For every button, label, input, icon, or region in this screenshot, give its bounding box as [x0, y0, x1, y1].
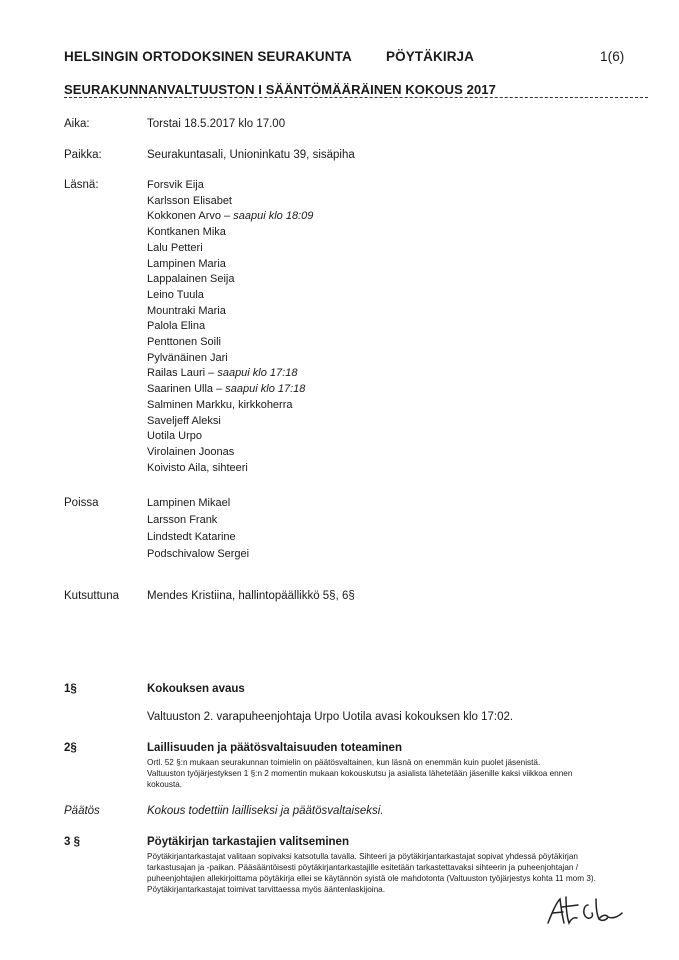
- present-person: Koivisto Aila, sihteeri: [147, 461, 248, 474]
- present-person: Lampinen Maria: [147, 257, 226, 270]
- present-person: Salminen Markku, kirkkoherra: [147, 398, 293, 411]
- text-line: Ortl. 52 §:n mukaan seurakunnan toimielin on päätösvaltainen, kun läsnä on enemmän kuin puolet jäsenistä.: [147, 758, 541, 767]
- time-label: Aika:: [64, 118, 90, 130]
- title-rule: [64, 97, 648, 98]
- text-line: Pöytäkirjantarkastajat toimivat tarvittaessa myös ääntenlaskijoina.: [147, 885, 386, 894]
- present-person: Lalu Petteri: [147, 241, 203, 254]
- decision-text: Kokous todettiin lailliseksi ja päätösvaltaiseksi.: [147, 805, 384, 817]
- signature-initials: [544, 893, 624, 929]
- text-line: tarkastusajan ja -paikan. Pääsääntöisesti pöytäkirjantarkastajille esitetään tarkastettavaksi sihteerin ja puheenjohtajan /: [147, 863, 579, 872]
- absent-list: [147, 495, 249, 563]
- present-person: Pylvänäinen Jari: [147, 351, 228, 364]
- present-person: Virolainen Joonas: [147, 445, 235, 458]
- text-line: puheenjohtajien allekirjoittama pöytäkirja ellei se käytännön syistä ole mahdotonta (Valtuuston työjärjestys kohta 11 mom 3).: [147, 874, 596, 883]
- invited-value: Mendes Kristiina, hallintopäällikkö 5§, 6§: [147, 590, 355, 602]
- present-person: Karlsson Elisabet: [147, 194, 232, 207]
- present-person: Penttonen Soili: [147, 336, 221, 349]
- present-person: Saveljeff Aleksi: [147, 414, 221, 427]
- text-line: Valtuuston työjärjestyksen 1 §:n 2 momentin mukaan kokouskutsu ja asialista lähetetään jäsenille kaksi viikkoa ennen: [147, 769, 573, 778]
- absent-label: Poissa: [64, 497, 99, 509]
- text-line: Pöytäkirjantarkastajat valitaan sopivaksi katsotulla tavalla. Sihteeri ja pöytäkirjantarkastajat sopivat yhdessä pöytäkirjan: [147, 852, 578, 861]
- present-person: Uotila Urpo: [147, 430, 203, 443]
- present-label: Läsnä:: [64, 179, 99, 191]
- place-value: Seurakuntasali, Unioninkatu 39, sisäpiha: [147, 149, 355, 161]
- present-person: Railas Lauri – saapui klo 17:18: [147, 367, 298, 380]
- meeting-title: SEURAKUNNANVALTUUSTON I SÄÄNTÖMÄÄRÄINEN KOKOUS 2017: [64, 82, 496, 97]
- section-1-title: Kokouksen avaus: [147, 683, 245, 695]
- section-3-number: 3 §: [64, 836, 80, 848]
- decision-label: Päätös: [64, 805, 100, 817]
- present-person: Saarinen Ulla – saapui klo 17:18: [147, 383, 306, 396]
- absent-person: Lindstedt Katarine: [147, 531, 236, 543]
- present-person: Mountraki Maria: [147, 304, 226, 317]
- present-person: Lappalainen Seija: [147, 273, 235, 286]
- present-person: Kokkonen Arvo – saapui klo 18:09: [147, 210, 314, 223]
- section-3-title: Pöytäkirjan tarkastajien valitseminen: [147, 836, 349, 848]
- section-1-text: Valtuuston 2. varapuheenjohtaja Urpo Uotila avasi kokouksen klo 17:02.: [147, 711, 514, 723]
- absent-person: Larsson Frank: [147, 514, 218, 526]
- invited-label: Kutsuttuna: [64, 590, 119, 602]
- absent-person: Podschivalow Sergei: [147, 548, 250, 560]
- present-list: [147, 178, 313, 476]
- present-person: Palola Elina: [147, 320, 206, 333]
- text-line: kokousta.: [147, 780, 183, 789]
- section-2-title: Laillisuuden ja päätösvaltaisuuden toteaminen: [147, 742, 402, 754]
- document-type: PÖYTÄKIRJA: [386, 49, 475, 64]
- place-label: Paikka:: [64, 149, 102, 161]
- present-person: Forsvik Eija: [147, 179, 204, 191]
- present-person: Leino Tuula: [147, 288, 204, 301]
- organization-name: HELSINGIN ORTODOKSINEN SEURAKUNTA: [64, 49, 352, 64]
- section-2-number: 2§: [64, 742, 77, 754]
- page-number: 1(6): [600, 49, 625, 64]
- section-1-number: 1§: [64, 683, 77, 695]
- section-3-text: [147, 851, 637, 895]
- absent-person: Lampinen Mikael: [147, 497, 231, 509]
- time-value: Torstai 18.5.2017 klo 17.00: [147, 118, 286, 130]
- present-person: Kontkanen Mika: [147, 226, 226, 239]
- section-2-text: [147, 757, 637, 790]
